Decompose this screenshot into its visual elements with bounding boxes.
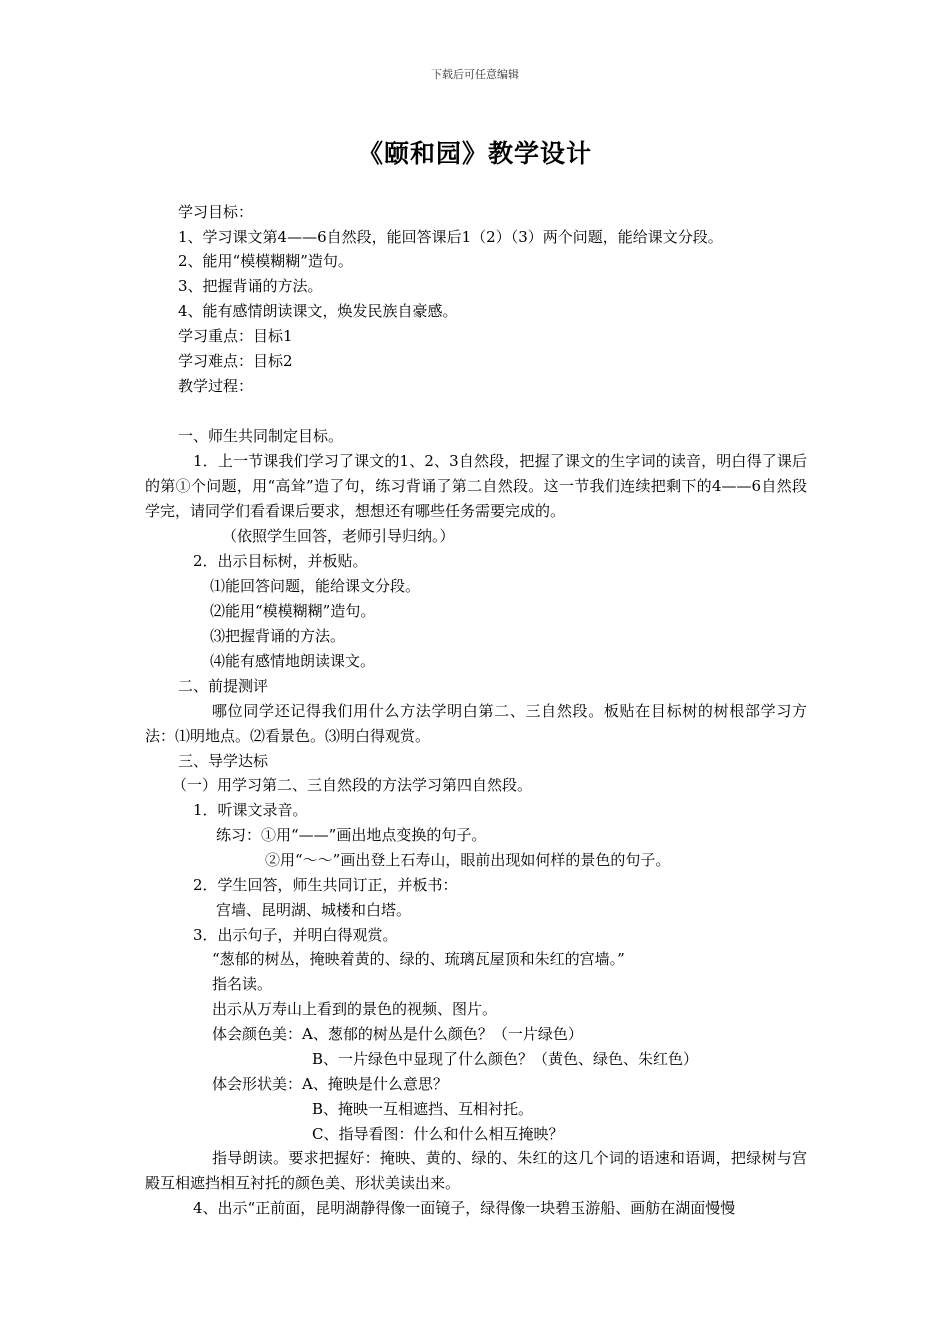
goal-item: ⑵能用“模模糊糊”造句。 [210,602,376,620]
process-heading: 教学过程： [178,377,254,395]
document-title: 《颐和园》教学设计 [357,139,592,168]
difficulty-point: 学习难点：目标2 [178,352,293,370]
color-question: B、一片绿色中显现了什么颜色？（黄色、绿色、朱红色） [312,1050,699,1068]
objective-item: 4、能有感情朗读课文，焕发民族自豪感。 [178,302,458,320]
section-heading: 二、前提测评 [178,677,269,695]
shape-question: B、掩映一互相遮挡、互相衬托。 [312,1100,534,1118]
subsection-heading: （一）用学习第二、三自然段的方法学习第四自然段。 [172,776,533,794]
shape-question: 体会形状美：A、掩映是什么意思？ [212,1075,448,1093]
step-item: 2．学生回答，师生共同订正，并板书： [193,876,458,894]
step-item: 3．出示句子，并明白得观赏。 [193,926,398,944]
board-content: 宫墙、昆明湖、城楼和白塔。 [216,901,412,919]
section2-paragraph: 哪位同学还记得我们用什么方法学明白第二、三自然段。板贴在目标树的树根部学习方法：⑴明地点。⑵看景色。⑶明白得观赏。 [145,702,807,745]
exercise-item: 练习：①用“——”画出地点变换的句子。 [216,826,487,844]
instruction-line: 指名读。 [212,975,273,993]
goal-item: ⑶把握背诵的方法。 [210,627,346,645]
objectives-heading: 学习目标： [178,203,254,221]
page-header: 下载后可任意编辑 [431,68,519,81]
objective-item: 3、把握背诵的方法。 [178,277,323,295]
goal-item: ⑴能回答问题，能给课文分段。 [210,577,421,595]
color-question: 体会颜色美：A、葱郁的树丛是什么颜色？（一片绿色） [212,1025,583,1043]
quote-sentence: “葱郁的树丛，掩映着黄的、绿的、琉璃瓦屋顶和朱红的宫墙。” [212,950,625,968]
objective-item: 1、学习课文第4——6自然段，能回答课后1（2）（3）两个问题，能给课文分段。 [178,228,723,246]
section-heading: 三、导学达标 [178,752,269,770]
key-point: 学习重点：目标1 [178,327,293,345]
step-item: 1．听课文录音。 [193,801,308,819]
step-item: 4、出示“正前面，昆明湖静得像一面镜子，绿得像一块碧玉游船、画舫在湖面慢慢 [193,1199,736,1217]
instruction-line: 出示从万寿山上看到的景色的视频、图片。 [212,1000,498,1018]
section1-step2: 2．出示目标树，并板贴。 [193,552,368,570]
objective-item: 2、能用“模模糊糊”造句。 [178,252,353,270]
shape-question: C、指导看图：什么和什么相互掩映？ [312,1125,564,1143]
section1-note: （依照学生回答，老师引导归纳。） [222,527,455,545]
exercise-item: ②用“～～”画出登上石寿山，眼前出现如何样的景色的句子。 [265,851,671,869]
goal-item: ⑷能有感情地朗读课文。 [210,652,376,670]
section-heading: 一、师生共同制定目标。 [178,427,344,445]
section1-paragraph: 1．上一节课我们学习了课文的1、2、3自然段，把握了课文的生字词的读音，明白得了课后的第①个问题，用“高耸”造了句，练习背诵了第二自然段。这一节我们连续把剩下的4——6自然段学完，请同学们看看课后要求，想想还有哪些任务需要完成的。 [145,452,807,520]
reading-guide-paragraph: 指导朗读。要求把握好：掩映、黄的、绿的、朱红的这几个词的语速和语调，把绿树与宫殿互相遮挡相互衬托的颜色美、形状美读出来。 [145,1149,807,1192]
